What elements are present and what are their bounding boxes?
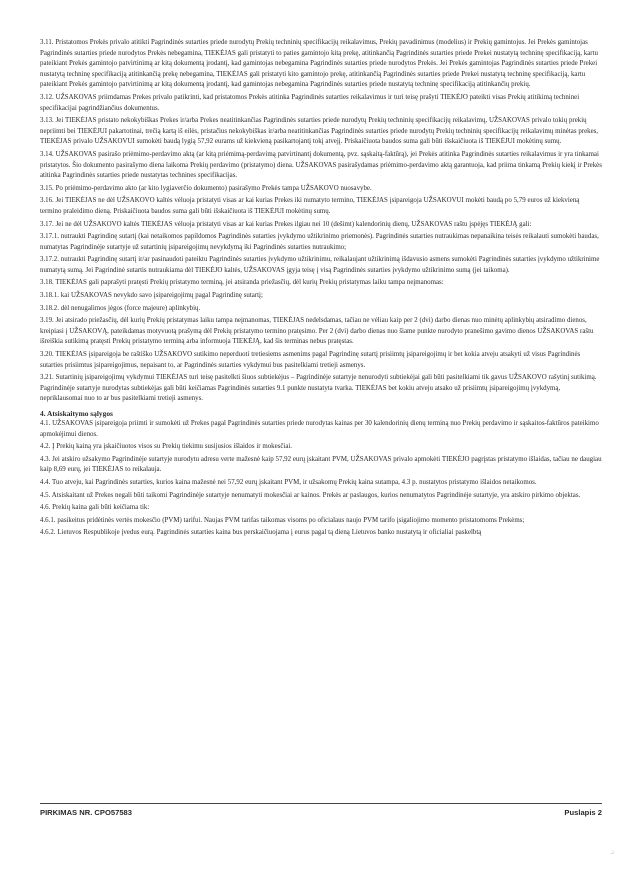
clause-3-14: 3.14. UŽSAKOVAS pasirašo priėmimo-perdavimo aktą (ar kitą priėmimą-perdavimą patvirtinantį dokumentą, pvz. sąskaitą-faktūrą), jei Prekės atitinka Pagrindinės sutarties reikalavimus ir yra tinkamai pristatytos. Šio dokumento pasirašymo diena laikoma Prekių perdavimo (pristatymo) diena. UŽSAKOVAS pasirašydamas priėmimo-perdavimo aktą garantuoja, kad priima tinkamą Prekių kiekį ir Prekės atitinka Pagrindinės sutarties priede nustatytas technines specifikacijas. bbox=[40, 150, 602, 180]
section-heading-4: 4. Atsiskaitymo sąlygos bbox=[40, 409, 113, 418]
clause-3-21: 3.21. Sutartinių įsipareigojimų vykdymui TIEKĖJAS turi teisę pasitelkti šiuos subtiekėjus – Pagrindinėje sutartyje nenurodyti subtiekėjai gali būti pasitelkiami tik gavus UŽSAKOVO rašytinį sutikimą. Pagrindinėje sutartyje nurodytas subtiekėjas gali būti keičiamas Pagrindinės sutarties 9.1 punkte nustatyta tvarka. TIEKĖJAS bet kokiu atveju atsako už prisiimtų įsipareigojimų įvykdymą, nepriklausomai nuo to ar bus pasitelkiami tretieji asmenys. bbox=[40, 374, 597, 403]
clause-4-3: 4.3. Jei atskiro užsakymo Pagrindinėje sutartyje nurodytu adresu verte mažesnė kaip 57,92 eurų įskaitant PVM, UŽSAKOVAS privalo apmokėti TIEKĖJO pagrįstas pristatymo išlaidas, tačiau ne daugiau kaip 8,69 eurų, jei TIEKĖJAS to reikalauja. bbox=[40, 455, 602, 474]
clause-3-19: 3.19. Jei atsirado priežasčių, dėl kurių Prekių pristatymas laiku tampa neįmanomas, TIEKĖJAS nedelsdamas, tačiau ne vėliau kaip per 2 (dvi) darbo dienas nuo minėtų aplinkybių atsiradimo dienos, kreipiasi į UŽSAKOVĄ, pateikdamas motyvuotą prašymą dėl Prekių pristatymo termino pratęsimo. Per 2 (dvi) darbo dienas nuo šiame punkte nurodyto pranešimo gavimo dienos UŽSAKOVAS raštu išreiškia sutikimą pratęsti Prekių pristatymo terminą arba informuoja TIEKĖJĄ, kad šis terminas nebus pratęstas. bbox=[40, 317, 594, 346]
footer-divider bbox=[40, 803, 602, 804]
footer-procurement-number: PIRKIMAS NR. CPO57583 bbox=[40, 808, 132, 817]
clause-4-6-2: 4.6.2. Lietuvos Respublikoje įvedus eurą. Pagrindinės sutarties kaina bus perskaičiuojama į eurus pagal tą dieną Lietuvos banko nustatytą ir oficialiai paskelbtą bbox=[40, 529, 482, 537]
clause-3-17-1: 3.17.1. nutraukti Pagrindinę sutartį (kai netaikomos papildomos Pagrindinės sutarties įvykdymo užtikrinimo priemonės). Pagrindinės sutarties nutraukimas nepanaikina teisės reikalauti sumokėti baudas, numatytas Pagrindinėje sutartyje už sutartinių įsipareigojimų nevykdymą iki Pagrindinės sutarties nutraukimo; bbox=[40, 233, 599, 251]
clause-4-4: 4.4. Tuo atveju, kai Pagrindinės sutarties, kurios kaina mažesnė nei 57,92 eurų įskaitant PVM, ir užsakomų Prekių kaina sutampa, 4.3 p. nustatytos pristatymo išlaidos netaikomos. bbox=[40, 478, 537, 486]
document-body bbox=[40, 38, 602, 541]
clause-3-18-2: 3.18.2. dėl nenugalimos jėgos (force majeure) aplinkybių. bbox=[40, 304, 201, 312]
clause-3-17: 3.17. Jei ne dėl UŽSAKOVO kaltės TIEKĖJAS vėluoja pristatyti visas ar kai kurias Prekes ilgiau nei 10 (dešimt) kalendorinių dienų, UŽSAKOVAS raštu įspėjęs TIEKĖJĄ gali: bbox=[40, 220, 532, 228]
clause-4-6: 4.6. Prekių kaina gali būti keičiama tik: bbox=[40, 504, 150, 512]
clause-4-5: 4.5. Atsiskaitant už Prekes negali būti taikomi Pagrindinėje sutartyje nenumatyti mokesčiai ar kainos. Prekės ar paslaugos, kurios nenumatytos Pagrindinėje sutartyje, yra atskiro pirkimo objektas. bbox=[40, 491, 581, 499]
clause-3-11: 3.11. Pristatomos Prekės privalo atitikti Pagrindinės sutarties priede nurodytų Prekių techninių specifikacijų reikalavimus, Prekių pavadinimus (modelius) ir Prekių gamintojus. Jei Prekės gamintojas Pagrindinės sutarties priede nurodytos Prekės nebegamina, TIEKĖJAS gali pristatyti to paties gamintojo kitą prekę, atitinkančią Pagrindinės sutarties priede Prekei nustatytą techninę specifikaciją, kartu pateikiant Prekės gamintojo patvirtinimą ar kitą dokumentą įrodantį, kad gamintojas nebegamina Pagrindinės sutarties priede nurodytos Prekės. Jei Prekės gamintojas Pagrindinės sutarties priede Prekei nustatytą techninę specifikaciją atitinkančią prekę nebegamina, TIEKĖJAS gali pristatyti kito gamintojo prekę, atitinkančią Pagrindinės sutarties priede Prekei nustatytą techninę specifikaciją, kartu pateikiant Prekės gamintojo patvirtinimą ar kitą dokumentą įrodantį, kad gamintojas nebegamina Pagrindinės sutarties priede nustatytą techninę specifikaciją atitinkančių prekių. bbox=[40, 39, 598, 89]
clause-3-16: 3.16. Jei TIEKĖJAS ne dėl UŽSAKOVO kaltės vėluoja pristatyti visas ar kai kurias Prekes iki numatyto termino, TIEKĖJAS įsipareigoja UŽSAKOVUI mokėti baudą po 5,79 euros už kiekvieną termino praleidimo dieną. Priskaičiuota baudos suma gali būti išskaičiuota iš TIEKĖJUI mokėtinų sumų. bbox=[40, 197, 580, 215]
clause-3-17-2: 3.17.2. nutraukti Pagrindinę sutartį ir/ar pasinaudoti pateiktu Pagrindinės sutarties įvykdymo užtikrinimu, reikalaujant užtikrinimą išdavusio asmens sumokėti Pagrindinės sutarties įvykdymo užtikrinime numatytą sumą. Jei Pagrindinė sutartis nutraukiama dėl TIEKĖJO kaltės, UŽSAKOVAS įgyja teisę į visą Pagrindinės sutarties įvykdymo užtikrinimo sumą (jei taikoma). bbox=[40, 256, 600, 274]
corner-scan-mark-icon: ⌟ bbox=[610, 845, 615, 855]
clause-3-15: 3.15. Po priėmimo-perdavimo akto (ar kito lygiaverčio dokumento) pasirašymo Prekės tampa UŽSAKOVO nuosavybe. bbox=[40, 184, 372, 192]
clause-3-18-1: 3.18.1. kai UŽSAKOVAS nevykdo savo įsipareigojimų pagal Pagrindinę sutartį; bbox=[40, 292, 263, 300]
clause-4-6-1: 4.6.1. pasikeitus pridėtinės vertės mokesčio (PVM) tarifui. Naujas PVM tarifas taikomas visoms po oficialaus naujo PVM tarifo įsigaliojimo momento pristatomoms Prekėms; bbox=[40, 516, 525, 524]
clause-3-20: 3.20. TIEKĖJAS įsipareigoja be raštiško UŽSAKOVO sutikimo neperduoti tretiesiems asmenims pagal Pagrindinę sutartį prisiimtų įsipareigojimų ir bet kokia atveju atsakyti už visus Pagrindinės sutarties prisiimtus įsipareigojimus, nepaisant to, ar Pagrindinės sutarties vykdymui bus pasitelkiami tretieji asmenys. bbox=[40, 351, 581, 369]
clause-3-18: 3.18. TIEKĖJAS gali paprašyti pratęsti Prekių pristatymo terminą, jei atsiranda priežasčių, dėl kurių Prekių pristatymas laiku tampa neįmanomas: bbox=[40, 279, 444, 287]
clause-4-2: 4.2. Į Prekių kainą yra įskaičiuotos visos su Prekių tiekimu susijusios išlaidos ir mokesčiai. bbox=[40, 443, 293, 451]
clause-3-13: 3.13. Jei TIEKĖJAS pristato nekokybiškas Prekes ir/arba Prekes neatitinkančias Pagrindinės sutarties priede nurodytų Prekių techninių specifikacijų reikalavimų, UŽSAKOVAS privalo tokių prekių nepriimti bei TIEKĖJUI pakartotinai, trečią kartą iš eilės, pristačius nekokybiškas ir/arba neatitinkančias Pagrindinės sutarties priede nurodytų Prekių techninių specifikacijų reikalavimų minėtas prekes, TIEKĖJAS privalo UŽSAKOVUI sumokėti baudą lygią 57,92 eurams už kiekvieną pasikartojantį tokį atvejį. Priskaičiuota baudos suma gali būti išskaičiuota iš TIEKĖJUI mokėtinų sumų. bbox=[40, 117, 599, 146]
clause-3-12: 3.12. UŽSAKOVAS priimdamas Prekes privalo patikrinti, kad pristatomos Prekės atitinka Pagrindinės sutarties reikalavimus ir turi teisę prašyti TIEKĖJO pateikti visas Prekių atitikimą techninei specifikacijai pagrindžiančius dokumentus. bbox=[40, 93, 580, 112]
clause-4-1: 4.1. UŽSAKOVAS įsipareigoja priimti ir sumokėti už Prekes pagal Pagrindinės sutarties priede nurodytas kainas per 30 kalendorinių dienų terminą nuo Prekių perdavimo ir sąskaitos-faktūros pateikimo apmokėjimui dienos. bbox=[40, 420, 599, 438]
footer-page-number: Puslapis 2 bbox=[564, 808, 602, 817]
